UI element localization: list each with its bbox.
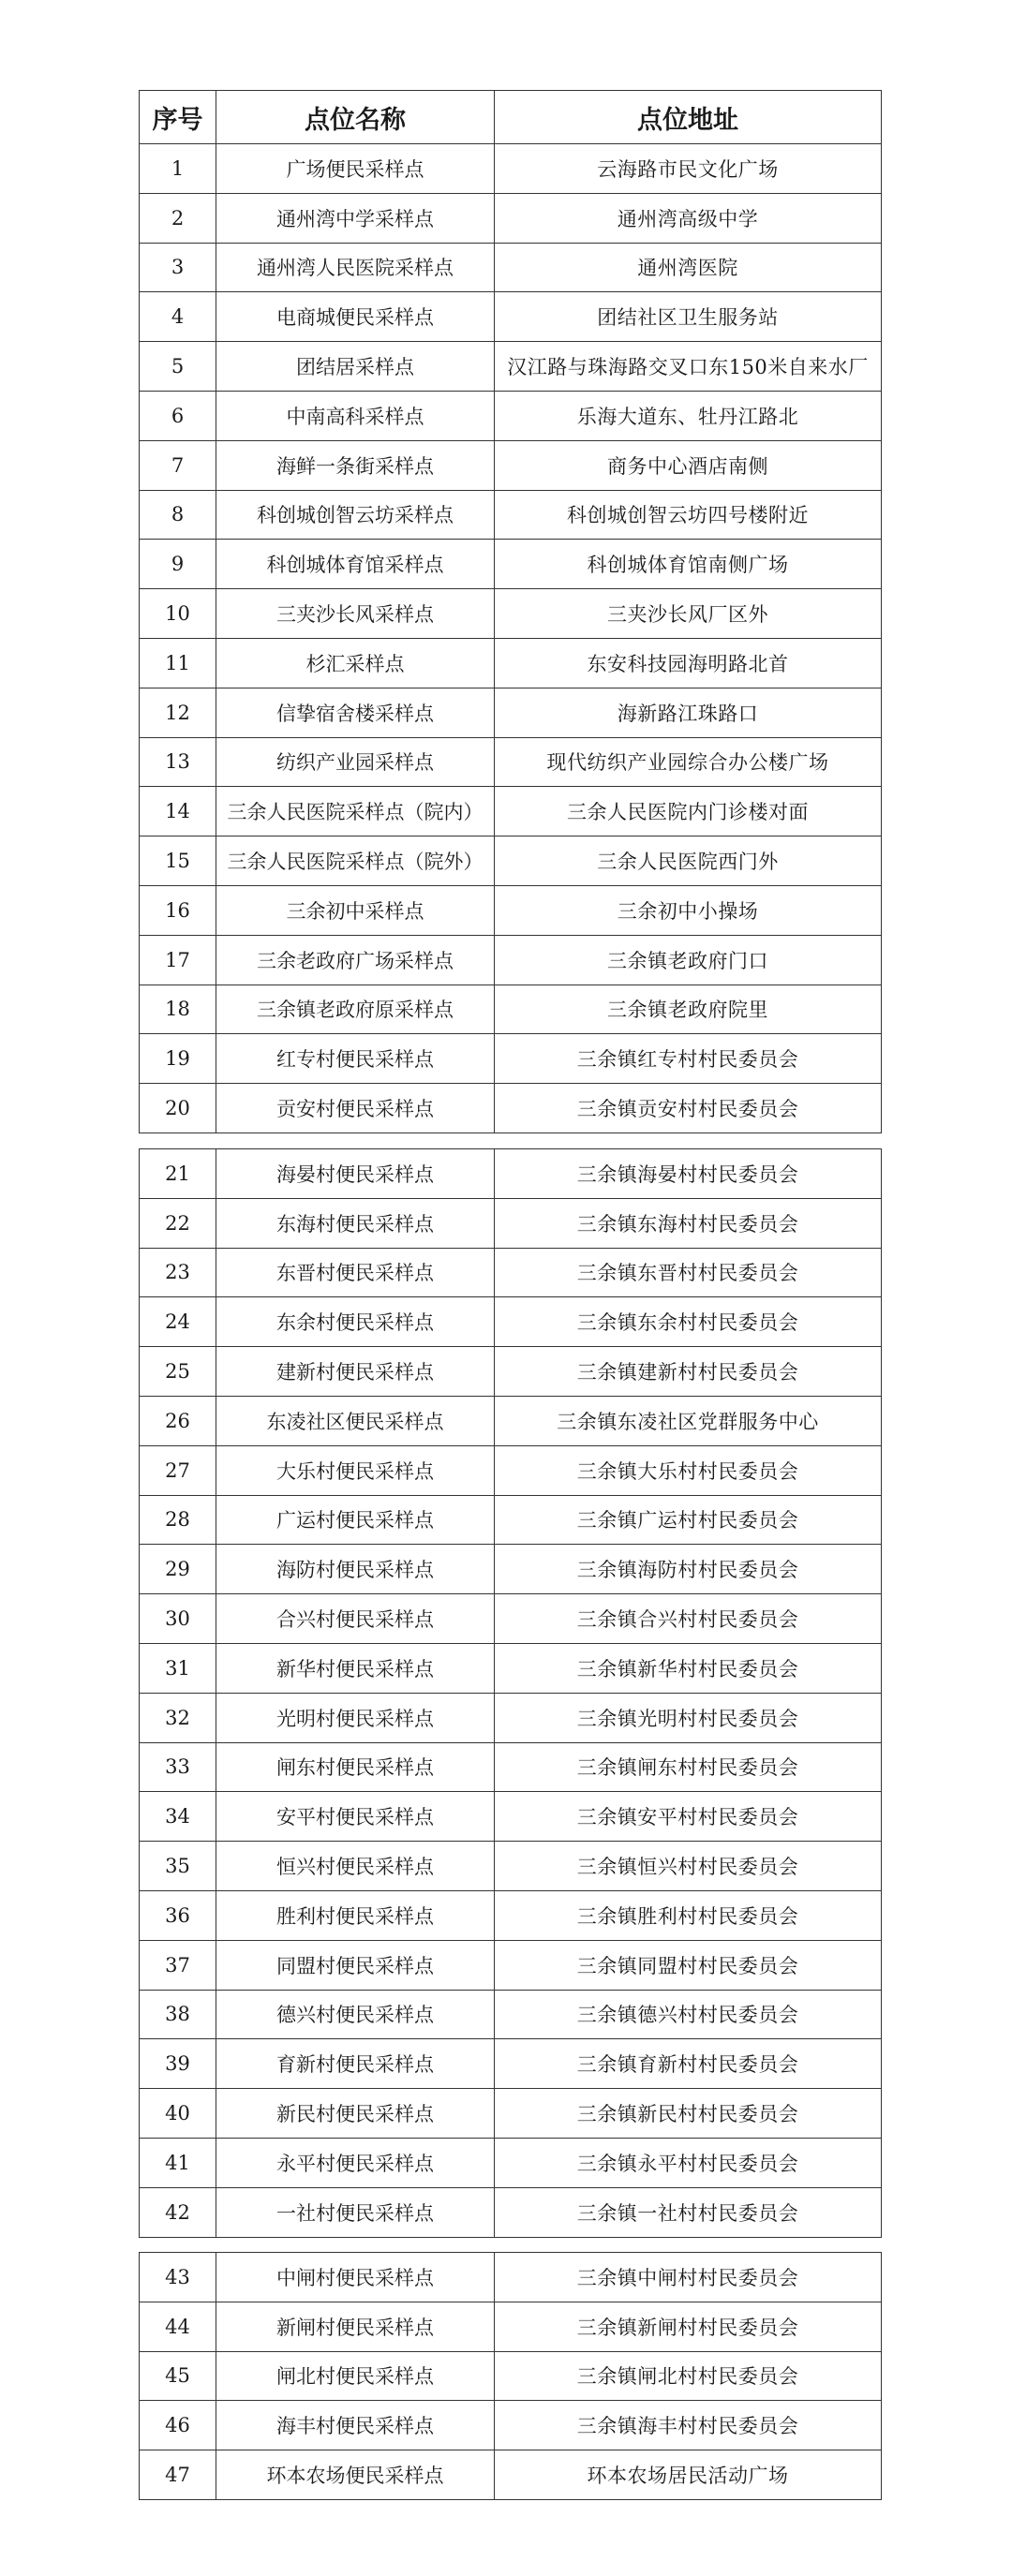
point-name-cell: 新华村便民采样点: [216, 1643, 495, 1693]
point-address-cell: 三余镇东晋村村民委员会: [495, 1248, 882, 1297]
serial-number-cell: 2: [140, 193, 216, 243]
point-name-cell: 育新村便民采样点: [216, 2039, 495, 2089]
serial-number-cell: 28: [140, 1495, 216, 1545]
sampling-points-table-part-3: [139, 2252, 882, 2500]
sampling-points-table-part-2: [139, 1148, 882, 2238]
serial-number-cell: 21: [140, 1149, 216, 1199]
point-address-cell: 三余人民医院西门外: [495, 836, 882, 886]
serial-number-cell: 19: [140, 1034, 216, 1084]
serial-number-cell: 42: [140, 2187, 216, 2237]
point-name-cell: 三余人民医院采样点（院外）: [216, 836, 495, 886]
table-row: [140, 1594, 882, 1644]
point-name-cell: 闸东村便民采样点: [216, 1742, 495, 1792]
table-row: [140, 1445, 882, 1495]
serial-number-cell: 20: [140, 1084, 216, 1133]
table-row: [140, 1198, 882, 1248]
header-point-address: 点位地址: [495, 91, 882, 144]
serial-number-cell: 40: [140, 2089, 216, 2139]
table-body-part-3: [140, 2253, 882, 2500]
point-address-cell: 三余镇合兴村村民委员会: [495, 1594, 882, 1644]
point-name-cell: 东晋村便民采样点: [216, 1248, 495, 1297]
table-row: [140, 688, 882, 737]
point-name-cell: 电商城便民采样点: [216, 292, 495, 342]
table-row: [140, 2302, 882, 2351]
serial-number-cell: 41: [140, 2138, 216, 2187]
serial-number-cell: 17: [140, 935, 216, 985]
point-name-cell: 科创城体育馆采样点: [216, 540, 495, 589]
serial-number-cell: 32: [140, 1693, 216, 1742]
point-address-cell: 三余镇东余村村民委员会: [495, 1297, 882, 1347]
table-row: [140, 1990, 882, 2039]
point-address-cell: 通州湾医院: [495, 243, 882, 292]
point-name-cell: 安平村便民采样点: [216, 1792, 495, 1842]
serial-number-cell: 7: [140, 440, 216, 490]
table-row: [140, 1742, 882, 1792]
point-name-cell: 恒兴村便民采样点: [216, 1842, 495, 1891]
serial-number-cell: 26: [140, 1396, 216, 1445]
point-name-cell: 通州湾人民医院采样点: [216, 243, 495, 292]
point-address-cell: 三余镇大乐村村民委员会: [495, 1445, 882, 1495]
table-row: [140, 737, 882, 787]
serial-number-cell: 13: [140, 737, 216, 787]
table-header-row: [140, 91, 882, 144]
serial-number-cell: 38: [140, 1990, 216, 2039]
point-name-cell: 胜利村便民采样点: [216, 1890, 495, 1940]
point-name-cell: 红专村便民采样点: [216, 1034, 495, 1084]
point-address-cell: 三余人民医院内门诊楼对面: [495, 787, 882, 836]
point-address-cell: 三余镇光明村村民委员会: [495, 1693, 882, 1742]
table-row: [140, 1347, 882, 1397]
serial-number-cell: 37: [140, 1940, 216, 1990]
point-name-cell: 德兴村便民采样点: [216, 1990, 495, 2039]
point-address-cell: 三余镇同盟村村民委员会: [495, 1940, 882, 1990]
table-body-part-2: [140, 1149, 882, 2238]
table-row: [140, 1149, 882, 1199]
serial-number-cell: 29: [140, 1545, 216, 1594]
point-address-cell: 科创城创智云坊四号楼附近: [495, 490, 882, 540]
table-row: [140, 1890, 882, 1940]
point-address-cell: 乐海大道东、牡丹江路北: [495, 391, 882, 440]
table-row: [140, 540, 882, 589]
serial-number-cell: 14: [140, 787, 216, 836]
serial-number-cell: 23: [140, 1248, 216, 1297]
point-address-cell: 三余镇育新村村民委员会: [495, 2039, 882, 2089]
table-row: [140, 144, 882, 194]
table-row: [140, 440, 882, 490]
serial-number-cell: 11: [140, 638, 216, 688]
table-row: [140, 2450, 882, 2500]
table-row: [140, 342, 882, 392]
point-name-cell: 贡安村便民采样点: [216, 1084, 495, 1133]
serial-number-cell: 36: [140, 1890, 216, 1940]
point-address-cell: 三余镇闸东村村民委员会: [495, 1742, 882, 1792]
point-name-cell: 海丰村便民采样点: [216, 2401, 495, 2450]
point-address-cell: 现代纺织产业园综合办公楼广场: [495, 737, 882, 787]
point-name-cell: 三夹沙长风采样点: [216, 589, 495, 639]
point-name-cell: 东凌社区便民采样点: [216, 1396, 495, 1445]
point-name-cell: 三余老政府广场采样点: [216, 935, 495, 985]
point-name-cell: 海防村便民采样点: [216, 1545, 495, 1594]
table-row: [140, 638, 882, 688]
point-address-cell: 海新路江珠路口: [495, 688, 882, 737]
serial-number-cell: 1: [140, 144, 216, 194]
point-name-cell: 三余初中采样点: [216, 885, 495, 935]
point-address-cell: 三余镇红专村村民委员会: [495, 1034, 882, 1084]
point-address-cell: 三余镇老政府门口: [495, 935, 882, 985]
point-name-cell: 中闸村便民采样点: [216, 2253, 495, 2302]
point-address-cell: 三余镇海晏村村民委员会: [495, 1149, 882, 1199]
table-row: [140, 2187, 882, 2237]
point-name-cell: 东海村便民采样点: [216, 1198, 495, 1248]
table-row: [140, 2351, 882, 2401]
point-address-cell: 三余镇新闸村村民委员会: [495, 2302, 882, 2351]
serial-number-cell: 6: [140, 391, 216, 440]
point-name-cell: 纺织产业园采样点: [216, 737, 495, 787]
point-address-cell: 三余初中小操场: [495, 885, 882, 935]
table-row: [140, 193, 882, 243]
serial-number-cell: 35: [140, 1842, 216, 1891]
serial-number-cell: 30: [140, 1594, 216, 1644]
point-name-cell: 杉汇采样点: [216, 638, 495, 688]
point-name-cell: 同盟村便民采样点: [216, 1940, 495, 1990]
point-name-cell: 新闸村便民采样点: [216, 2302, 495, 2351]
point-address-cell: 三夹沙长风厂区外: [495, 589, 882, 639]
serial-number-cell: 47: [140, 2450, 216, 2500]
serial-number-cell: 15: [140, 836, 216, 886]
serial-number-cell: 33: [140, 1742, 216, 1792]
table-row: [140, 1084, 882, 1133]
point-name-cell: 永平村便民采样点: [216, 2138, 495, 2187]
table-body-part-1: [140, 144, 882, 1133]
point-address-cell: 通州湾高级中学: [495, 193, 882, 243]
serial-number-cell: 5: [140, 342, 216, 392]
serial-number-cell: 12: [140, 688, 216, 737]
table-row: [140, 1842, 882, 1891]
point-address-cell: 三余镇贡安村村民委员会: [495, 1084, 882, 1133]
table-row: [140, 1940, 882, 1990]
point-name-cell: 广场便民采样点: [216, 144, 495, 194]
header-serial-number: 序号: [140, 91, 216, 144]
table-row: [140, 490, 882, 540]
point-address-cell: 东安科技园海明路北首: [495, 638, 882, 688]
serial-number-cell: 45: [140, 2351, 216, 2401]
point-name-cell: 合兴村便民采样点: [216, 1594, 495, 1644]
sampling-points-table-part-1: [139, 90, 882, 1133]
serial-number-cell: 3: [140, 243, 216, 292]
serial-number-cell: 24: [140, 1297, 216, 1347]
point-name-cell: 光明村便民采样点: [216, 1693, 495, 1742]
table-row: [140, 1034, 882, 1084]
point-name-cell: 闸北村便民采样点: [216, 2351, 495, 2401]
table-row: [140, 1495, 882, 1545]
table-row: [140, 1297, 882, 1347]
point-address-cell: 三余镇新民村村民委员会: [495, 2089, 882, 2139]
point-name-cell: 一社村便民采样点: [216, 2187, 495, 2237]
serial-number-cell: 22: [140, 1198, 216, 1248]
table-row: [140, 1545, 882, 1594]
point-address-cell: 三余镇胜利村村民委员会: [495, 1890, 882, 1940]
point-name-cell: 海鲜一条街采样点: [216, 440, 495, 490]
point-name-cell: 通州湾中学采样点: [216, 193, 495, 243]
point-address-cell: 三余镇一社村村民委员会: [495, 2187, 882, 2237]
point-address-cell: 三余镇建新村村民委员会: [495, 1347, 882, 1397]
point-address-cell: 科创城体育馆南侧广场: [495, 540, 882, 589]
table-row: [140, 836, 882, 886]
point-name-cell: 科创城创智云坊采样点: [216, 490, 495, 540]
point-name-cell: 团结居采样点: [216, 342, 495, 392]
serial-number-cell: 10: [140, 589, 216, 639]
table-row: [140, 391, 882, 440]
point-address-cell: 三余镇海防村村民委员会: [495, 1545, 882, 1594]
point-name-cell: 海晏村便民采样点: [216, 1149, 495, 1199]
point-name-cell: 新民村便民采样点: [216, 2089, 495, 2139]
table-row: [140, 1396, 882, 1445]
serial-number-cell: 18: [140, 985, 216, 1034]
table-row: [140, 1248, 882, 1297]
point-address-cell: 三余镇新华村村民委员会: [495, 1643, 882, 1693]
serial-number-cell: 34: [140, 1792, 216, 1842]
point-name-cell: 大乐村便民采样点: [216, 1445, 495, 1495]
point-name-cell: 信挚宿舍楼采样点: [216, 688, 495, 737]
point-address-cell: 汉江路与珠海路交叉口东150米自来水厂: [495, 342, 882, 392]
point-name-cell: 三余镇老政府原采样点: [216, 985, 495, 1034]
point-name-cell: 三余人民医院采样点（院内）: [216, 787, 495, 836]
point-name-cell: 广运村便民采样点: [216, 1495, 495, 1545]
table-row: [140, 2138, 882, 2187]
serial-number-cell: 8: [140, 490, 216, 540]
table-row: [140, 2253, 882, 2302]
point-name-cell: 中南高科采样点: [216, 391, 495, 440]
point-address-cell: 三余镇永平村村民委员会: [495, 2138, 882, 2187]
serial-number-cell: 44: [140, 2302, 216, 2351]
table-row: [140, 2039, 882, 2089]
serial-number-cell: 16: [140, 885, 216, 935]
serial-number-cell: 43: [140, 2253, 216, 2302]
point-address-cell: 三余镇安平村村民委员会: [495, 1792, 882, 1842]
table-row: [140, 292, 882, 342]
point-name-cell: 东余村便民采样点: [216, 1297, 495, 1347]
point-name-cell: 建新村便民采样点: [216, 1347, 495, 1397]
point-address-cell: 三余镇闸北村村民委员会: [495, 2351, 882, 2401]
serial-number-cell: 27: [140, 1445, 216, 1495]
serial-number-cell: 25: [140, 1347, 216, 1397]
point-address-cell: 三余镇老政府院里: [495, 985, 882, 1034]
point-address-cell: 商务中心酒店南侧: [495, 440, 882, 490]
point-address-cell: 云海路市民文化广场: [495, 144, 882, 194]
header-point-name: 点位名称: [216, 91, 495, 144]
table-row: [140, 935, 882, 985]
point-address-cell: 三余镇海丰村村民委员会: [495, 2401, 882, 2450]
point-address-cell: 环本农场居民活动广场: [495, 2450, 882, 2500]
point-address-cell: 三余镇德兴村村民委员会: [495, 1990, 882, 2039]
table-row: [140, 1643, 882, 1693]
serial-number-cell: 46: [140, 2401, 216, 2450]
serial-number-cell: 31: [140, 1643, 216, 1693]
serial-number-cell: 4: [140, 292, 216, 342]
point-address-cell: 三余镇中闸村村民委员会: [495, 2253, 882, 2302]
serial-number-cell: 9: [140, 540, 216, 589]
table-row: [140, 589, 882, 639]
table-row: [140, 787, 882, 836]
point-address-cell: 三余镇广运村村民委员会: [495, 1495, 882, 1545]
table-row: [140, 2401, 882, 2450]
table-row: [140, 1693, 882, 1742]
point-address-cell: 团结社区卫生服务站: [495, 292, 882, 342]
point-address-cell: 三余镇东海村村民委员会: [495, 1198, 882, 1248]
point-name-cell: 环本农场便民采样点: [216, 2450, 495, 2500]
point-address-cell: 三余镇恒兴村村民委员会: [495, 1842, 882, 1891]
table-row: [140, 985, 882, 1034]
table-row: [140, 243, 882, 292]
table-row: [140, 2089, 882, 2139]
table-row: [140, 1792, 882, 1842]
serial-number-cell: 39: [140, 2039, 216, 2089]
point-address-cell: 三余镇东凌社区党群服务中心: [495, 1396, 882, 1445]
table-row: [140, 885, 882, 935]
